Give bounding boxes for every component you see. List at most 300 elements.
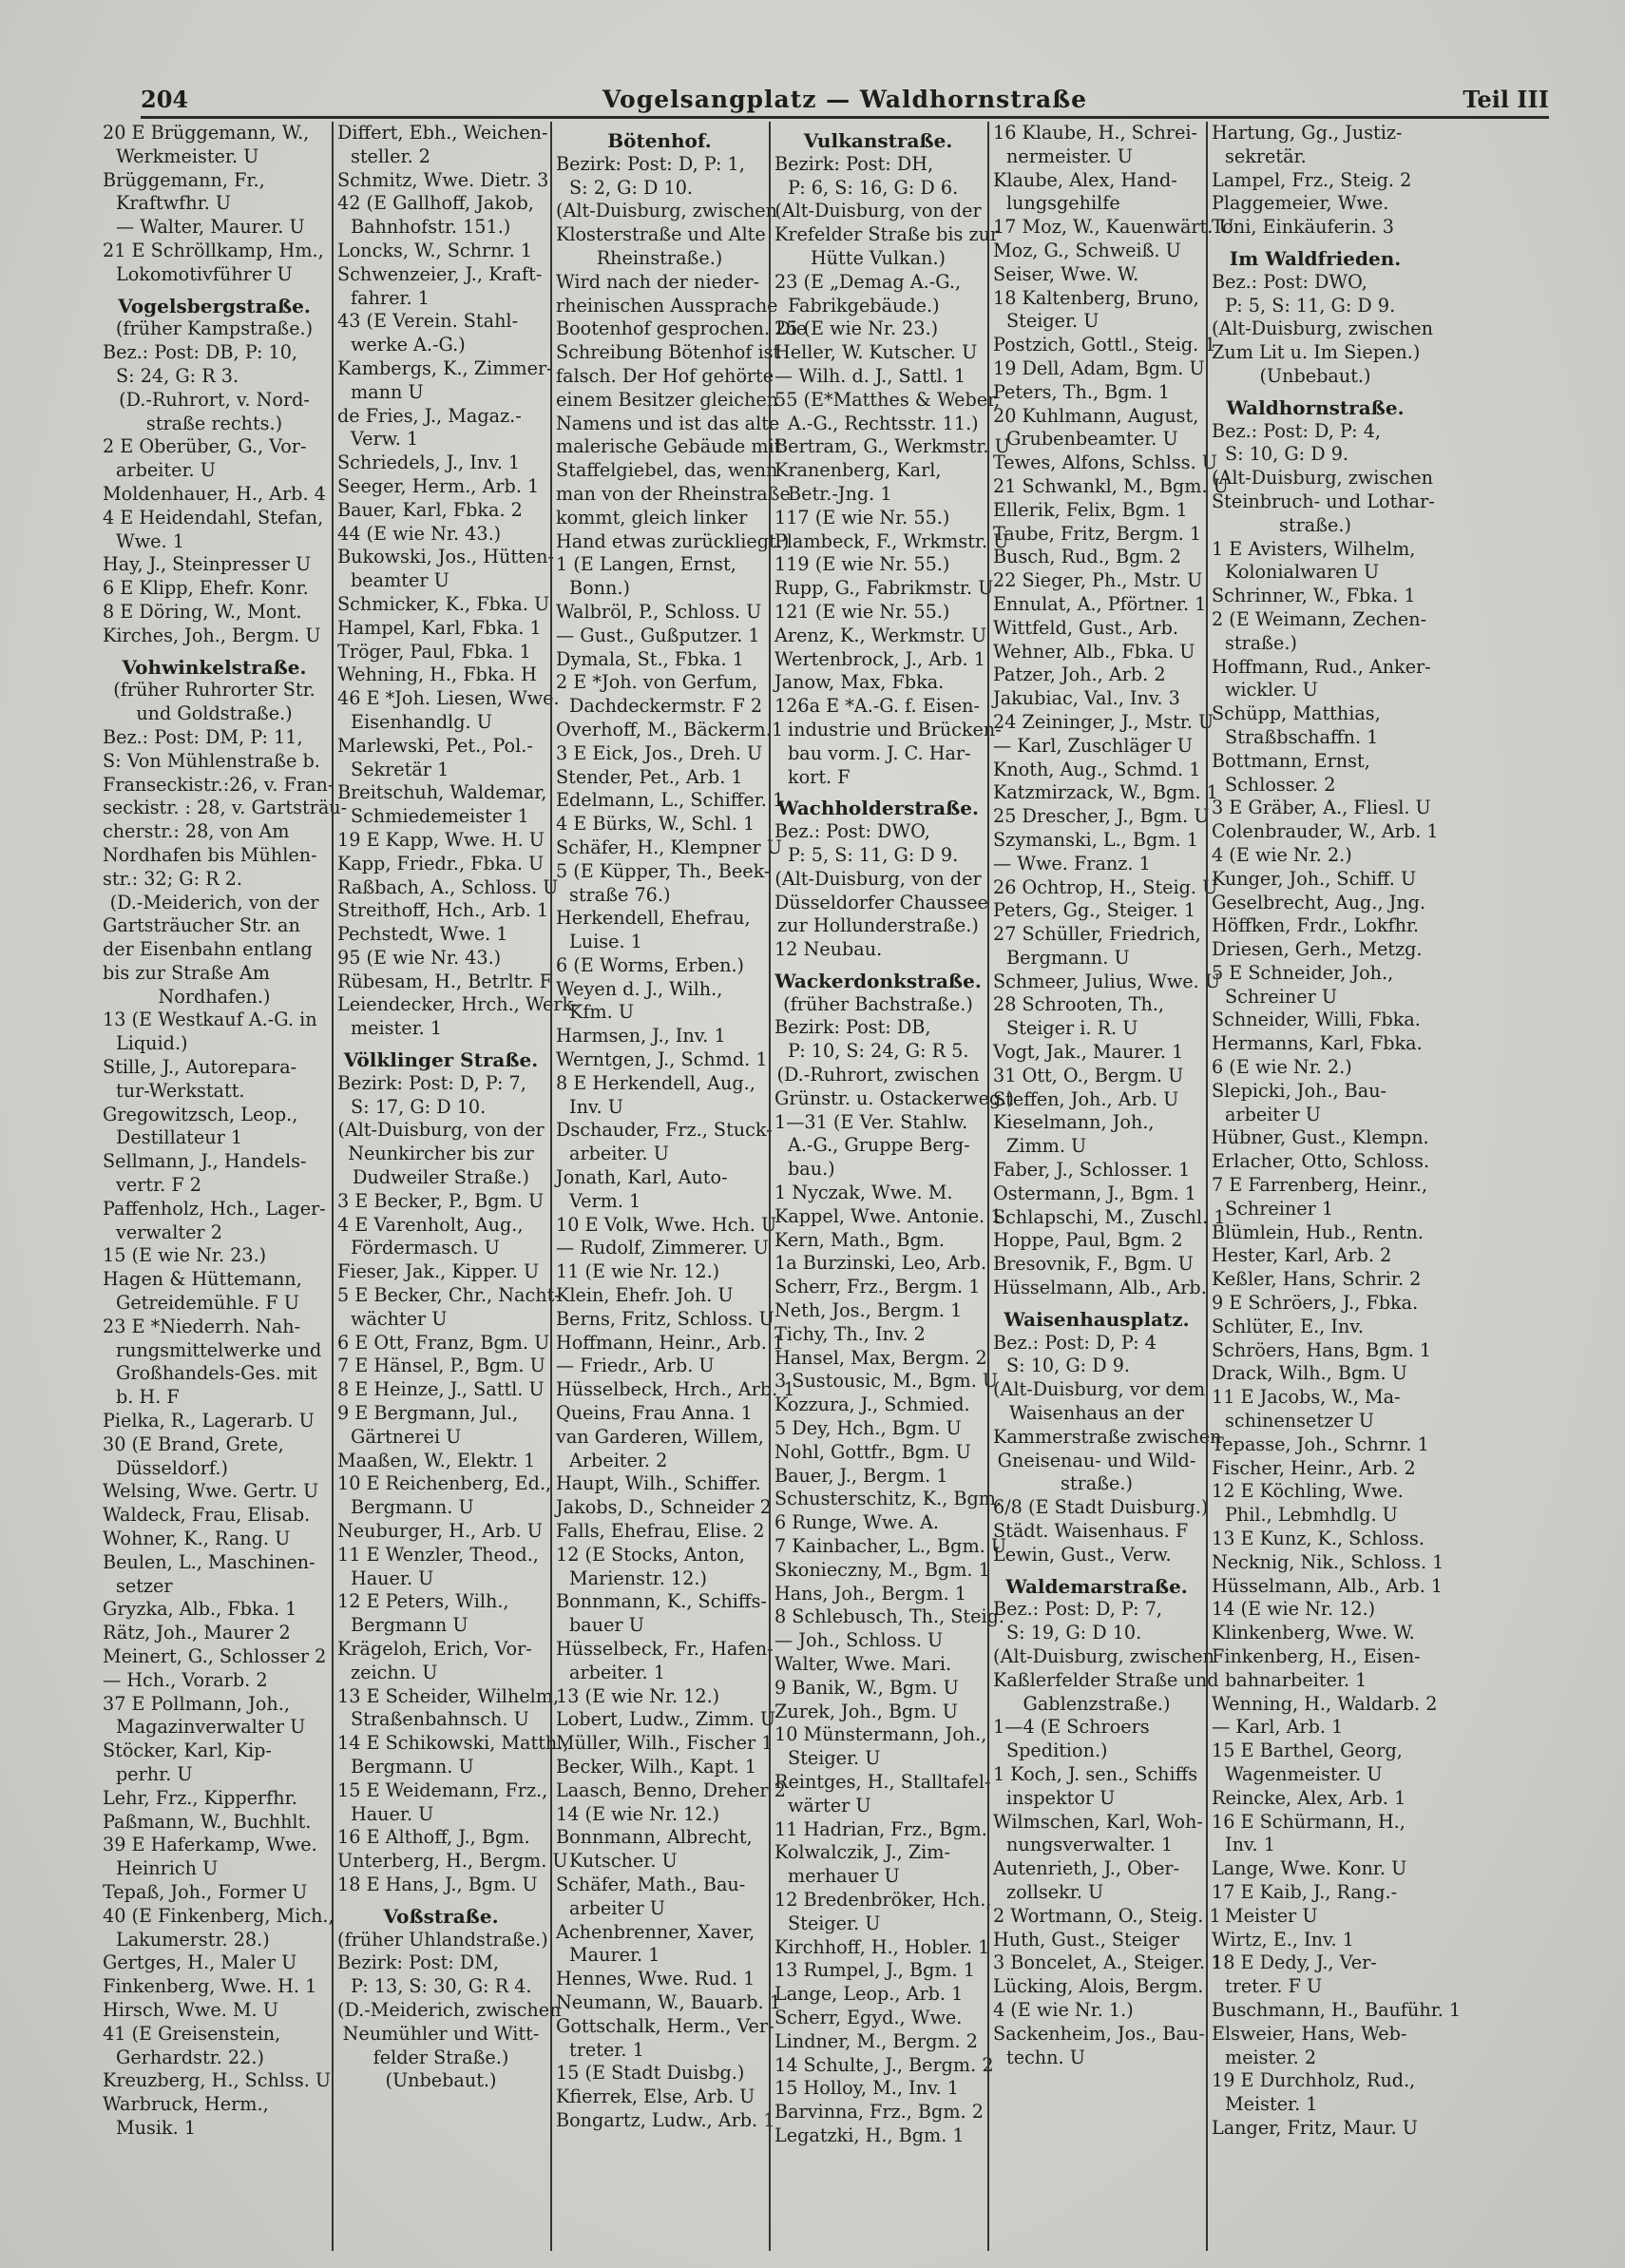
directory-line: 39 E Haferkamp, Wwe. (103, 1834, 317, 1856)
columns (99, 122, 1558, 2251)
directory-line: 3 Sustousic, M., Bgm. U (774, 1370, 999, 1393)
street-heading: Bötenhof. (607, 129, 712, 152)
directory-line: 19 Dell, Adam, Bgm. U (993, 356, 1205, 379)
directory-line: Kutscher. U (569, 1850, 678, 1873)
directory-line: 8 E Heinze, J., Sattl. U (337, 1378, 545, 1401)
directory-line: 14 (E wie Nr. 12.) (556, 1802, 720, 1825)
directory-line: Bongartz, Ludw., Arb. 1 (556, 2108, 775, 2131)
directory-line: Reintges, H., Stalltafel- (774, 1770, 991, 1793)
directory-line: seckistr. : 28, v. Gartsträu- (103, 797, 348, 819)
directory-line: Bez.: Post: D, P: 4 (993, 1331, 1157, 1354)
directory-line: Heinrich U (116, 1857, 219, 1880)
directory-line: 19 E Durchholz, Rud., (1212, 2069, 1416, 2092)
directory-line: 2 E *Joh. von Gerfum, (556, 671, 758, 694)
directory-line: P: 5, S: 11, G: D 9. (1225, 294, 1396, 317)
directory-line: Szymanski, L., Bgm. 1 (993, 828, 1198, 851)
directory-line: bauer U (569, 1614, 644, 1637)
directory-line: Stöcker, Karl, Kip- (103, 1739, 272, 1762)
directory-line: Grubenbeamter. U (1006, 428, 1178, 451)
directory-line: 13 E Kunz, K., Schloss. (1212, 1528, 1424, 1550)
directory-line: Hoffmann, Rud., Anker- (1212, 655, 1431, 678)
directory-line: 23 E *Niederrh. Nah- (103, 1315, 301, 1337)
directory-line: — Rudolf, Zimmerer. U (556, 1237, 769, 1259)
directory-line: 6 (E Worms, Erben.) (556, 953, 745, 976)
directory-line: Zum Lit u. Im Siepen.) (1212, 341, 1421, 364)
directory-line: Liquid.) (116, 1032, 188, 1055)
directory-line: 4 (E wie Nr. 2.) (1212, 843, 1352, 866)
directory-line: Tröger, Paul, Fbka. 1 (337, 640, 531, 663)
directory-line: Brüggemann, Fr., (103, 168, 265, 191)
directory-line: 1—4 (E Schroers (993, 1716, 1150, 1739)
directory-line: str.: 32; G: R 2. (103, 867, 243, 890)
directory-line: cherstr.: 28, von Am (103, 820, 290, 843)
directory-line: Werntgen, J., Schmd. 1 (556, 1048, 768, 1071)
directory-line: Hansel, Max, Bergm. 2 (774, 1346, 987, 1369)
directory-line: Schreiner U (1225, 985, 1338, 1008)
directory-line: de Fries, J., Magaz.- (337, 404, 522, 427)
directory-line: 1 (E Langen, Ernst, (556, 553, 736, 576)
directory-line: Bergmann. U (1006, 946, 1130, 969)
directory-line: 15 Holloy, M., Inv. 1 (774, 2077, 959, 2100)
directory-line: zur Hollunderstraße.) (777, 914, 979, 937)
directory-line: 13 Rumpel, J., Bgm. 1 (774, 1959, 975, 1982)
directory-line: Colenbrauder, W., Arb. 1 (1212, 820, 1439, 843)
directory-line: 4 E Varenholt, Aug., (337, 1213, 524, 1236)
directory-line: man von der Rheinstraße (556, 482, 791, 505)
directory-line: 31 Ott, O., Bergm. U (993, 1064, 1184, 1086)
directory-line: merhauer U (788, 1865, 900, 1888)
directory-line: Jonath, Karl, Auto- (556, 1166, 728, 1189)
directory-line: Scherr, Egyd., Wwe. (774, 2006, 963, 2028)
directory-line: straße.) (1225, 631, 1297, 654)
directory-line: b. H. F (116, 1386, 180, 1409)
directory-line: Ennulat, A., Pförtner. 1 (993, 592, 1207, 615)
directory-line: Neumühler und Witt- (342, 2022, 540, 2045)
directory-line: 25 Drescher, J., Bgm. U (993, 805, 1210, 828)
directory-line: (Alt-Duisburg, von der (774, 867, 982, 890)
directory-line: Lindner, M., Bergm. 2 (774, 2029, 978, 2052)
directory-line: Schriedels, J., Inv. 1 (337, 452, 521, 474)
directory-line: Spedition.) (1006, 1739, 1108, 1762)
directory-line: Postzich, Gottl., Steig. 1 (993, 334, 1216, 356)
directory-line: 14 Schulte, J., Bergm. 2 (774, 2053, 994, 2076)
directory-line: meister. 1 (351, 1017, 443, 1040)
directory-line: Pielka, R., Lagerarb. U (103, 1410, 315, 1432)
directory-line: Welsing, Wwe. Gertr. U (103, 1480, 319, 1503)
directory-line: Bonnmann, Albrecht, (556, 1826, 753, 1849)
directory-line: Kolwalczik, J., Zim- (774, 1841, 950, 1864)
directory-line: Kfm. U (569, 1001, 634, 1024)
directory-line: 14 E Schikowski, Matth., (337, 1732, 569, 1755)
directory-line: Waisenhaus an der (1009, 1402, 1184, 1425)
directory-line: Wilmschen, Karl, Woh- (993, 1810, 1203, 1833)
directory-line: Peters, Th., Bgm. 1 (993, 380, 1171, 403)
directory-line: arbeiter. 1 (569, 1661, 665, 1683)
directory-line: Krägeloh, Erich, Vor- (337, 1638, 532, 1660)
directory-line: Neunkircher bis zur (348, 1143, 534, 1165)
directory-line: schinensetzer U (1225, 1410, 1374, 1432)
directory-line: — Karl, Arb. 1 (1212, 1716, 1344, 1739)
directory-line: Tewes, Alfons, Schlss. U (993, 452, 1217, 474)
directory-line: Bergmann. U (351, 1755, 474, 1778)
directory-line: Meinert, G., Schlosser 2 (103, 1645, 327, 1667)
directory-line: S: Von Mühlenstraße b. (103, 749, 320, 772)
directory-line: Schlosser. 2 (1225, 773, 1336, 796)
directory-line: Hübner, Gust., Klempn. (1212, 1126, 1429, 1149)
directory-line: Jakubiac, Val., Inv. 3 (993, 687, 1180, 710)
directory-line: 6 E Klipp, Ehefr. Konr. (103, 577, 309, 600)
directory-line: 8 E Herkendell, Aug., (556, 1071, 755, 1094)
directory-line: Bezirk: Post: D, P: 1, (556, 152, 745, 175)
directory-line: Schäfer, Math., Bau- (556, 1873, 746, 1895)
directory-line: Höffken, Frdr., Lokfhr. (1212, 914, 1420, 937)
directory-line: Grünstr. u. Ostackerweg.) (774, 1086, 1014, 1109)
directory-line: 3 E Eick, Jos., Dreh. U (556, 741, 763, 764)
directory-line: Hüsselmann, Alb., Arb. 1 (1212, 1574, 1443, 1597)
directory-line: werke A.-G.) (351, 334, 466, 356)
directory-line: Bukowski, Jos., Hütten- (337, 546, 554, 568)
directory-line: (Unbebaut.) (1259, 364, 1371, 387)
directory-line: 30 (E Brand, Grete, (103, 1432, 284, 1455)
directory-line: Langer, Fritz, Maur. U (1212, 2116, 1418, 2139)
directory-line: Taube, Fritz, Bergm. 1 (993, 522, 1202, 545)
directory-line: verwalter 2 (116, 1220, 222, 1243)
directory-line: Peters, Gg., Steiger. 1 (993, 899, 1196, 922)
directory-line: — Gust., Gußputzer. 1 (556, 624, 760, 646)
directory-line: Straßenbahnsch. U (351, 1708, 529, 1731)
directory-line: 7 E Hänsel, P., Bgm. U (337, 1355, 545, 1377)
directory-line: vertr. F 2 (116, 1174, 201, 1197)
directory-line: Elsweier, Hans, Web- (1212, 2022, 1407, 2045)
directory-line: mann U (351, 380, 424, 403)
directory-line: 55 (E*Matthes & Weber, (774, 388, 1001, 411)
directory-line: Steffen, Joh., Arb. U (993, 1087, 1179, 1110)
directory-line: (Alt-Duisburg, von der (774, 200, 982, 222)
directory-line: Klosterstraße und Alte (556, 223, 766, 246)
directory-line: Gablenzstraße.) (1023, 1692, 1171, 1715)
directory-line: Bootenhof gesprochen. Die (556, 317, 808, 340)
directory-line: Schmicker, K., Fbka. U (337, 592, 550, 615)
directory-line: rheinischen Aussprache (556, 294, 778, 317)
directory-line: Lange, Wwe. Konr. U (1212, 1857, 1407, 1880)
directory-line: Pechstedt, Wwe. 1 (337, 923, 508, 946)
directory-line: Düsseldorf.) (116, 1456, 228, 1479)
directory-line: Bauer, Karl, Fbka. 2 (337, 498, 523, 521)
directory-line: Tepaß, Joh., Former U (103, 1880, 308, 1903)
directory-line: Wwe. 1 (116, 529, 184, 552)
directory-line: 13 E Scheider, Wilhelm, (337, 1684, 560, 1707)
directory-line: Hartung, Gg., Justiz- (1212, 122, 1403, 144)
directory-line: Steiger. U (788, 1747, 881, 1770)
directory-line: Gottschalk, Herm., Ver- (556, 2014, 774, 2037)
directory-line: zeichn. U (351, 1661, 438, 1683)
directory-line: 2 (E Weimann, Zechen- (1212, 607, 1427, 630)
column-1 (99, 122, 348, 2251)
directory-line: Steiger. U (788, 1912, 881, 1934)
directory-line: bis zur Straße Am (103, 961, 270, 984)
directory-line: fahrer. 1 (351, 286, 430, 309)
directory-line: Kreuzberg, H., Schlss. U (103, 2069, 332, 2092)
page-number: 204 (141, 86, 189, 113)
directory-line: 12 (E Stocks, Anton, (556, 1543, 745, 1566)
directory-line: 21 Schwankl, M., Bgm. U (993, 474, 1229, 497)
directory-line: Raßbach, A., Schloss. U (337, 875, 559, 898)
directory-line: Kolonialwaren U (1225, 561, 1380, 584)
directory-line: Busch, Rud., Bgm. 2 (993, 546, 1181, 568)
directory-line: Kappel, Wwe. Antonie. 1 (774, 1204, 1003, 1227)
directory-line: Legatzki, H., Bgm. 1 (774, 2124, 965, 2146)
directory-line: (früher Bachstraße.) (783, 992, 973, 1015)
directory-line: Wohner, K., Rang. U (103, 1528, 291, 1550)
directory-line: van Garderen, Willem, (556, 1425, 764, 1448)
directory-line: (D.-Meiderich, von der (109, 891, 319, 913)
directory-line: Kaßlerfelder Straße und (993, 1668, 1219, 1691)
directory-line: Driesen, Gerh., Metzg. (1212, 938, 1423, 961)
directory-line: Barvinna, Frz., Bgm. 2 (774, 2101, 984, 2124)
directory-line: Knoth, Aug., Schmd. 1 (993, 758, 1201, 780)
directory-line: Wehning, H., Fbka. H (337, 663, 537, 686)
directory-line: Gärtnerei U (351, 1425, 462, 1448)
directory-line: Dschauder, Frz., Stuck- (556, 1119, 773, 1142)
directory-line: Nordhafen bis Mühlen- (103, 843, 317, 866)
directory-line: 4 E Bürks, W., Schl. 1 (556, 813, 755, 836)
directory-line: Drack, Wilh., Bgm. U (1212, 1362, 1407, 1385)
directory-line: Schneider, Willi, Fbka. (1212, 1009, 1421, 1031)
part-label: Teil III (1462, 86, 1549, 113)
directory-line: Zurek, Joh., Bgm. U (774, 1700, 958, 1722)
directory-line: kommt, gleich linker (556, 506, 748, 529)
street-heading: Vogelsbergstraße. (118, 294, 311, 317)
directory-line: — Joh., Schloss. U (774, 1629, 944, 1652)
directory-line: Schüpp, Matthias, (1212, 702, 1381, 725)
directory-line: 42 (E Gallhoff, Jakob, (337, 192, 534, 215)
directory-line: Dymala, St., Fbka. 1 (556, 647, 744, 670)
directory-line: Getreidemühle. F U (116, 1292, 299, 1315)
directory-line: Kozzura, J., Schmied. (774, 1393, 970, 1416)
directory-line: 15 (E wie Nr. 23.) (103, 1244, 267, 1267)
directory-line: Kranenberg, Karl, (774, 459, 942, 482)
directory-line: Kern, Math., Bgm. (774, 1228, 946, 1251)
directory-line: Janow, Max, Fbka. (774, 671, 945, 694)
directory-line: Rupp, G., Fabrikmstr. U (774, 577, 994, 600)
directory-line: Hauer. U (351, 1566, 434, 1589)
directory-line: Betr.-Jng. 1 (788, 482, 892, 505)
directory-line: Hans, Joh., Bergm. 1 (774, 1582, 966, 1605)
directory-line: 7 E Farrenberg, Heinr., (1212, 1174, 1428, 1197)
street-heading: Vohwinkelstraße. (122, 655, 307, 679)
directory-line: Stille, J., Autorepara- (103, 1056, 297, 1079)
directory-line: Hoffmann, Heinr., Arb. 1 (556, 1331, 785, 1354)
directory-line: Klein, Ehefr. Joh. U (556, 1284, 734, 1307)
directory-line: Bonn.) (569, 577, 630, 600)
street-heading: Voßstraße. (383, 1904, 499, 1928)
directory-line: Musik. 1 (116, 2116, 197, 2139)
directory-line: perhr. U (116, 1762, 193, 1785)
directory-line: Becker, Wilh., Kapt. 1 (556, 1755, 756, 1778)
directory-line: Dachdeckermstr. F 2 (569, 695, 763, 718)
directory-line: S: 2, G: D 10. (569, 176, 694, 199)
directory-line: Falls, Ehefrau, Elise. 2 (556, 1520, 765, 1543)
directory-line: P: 10, S: 24, G: R 5. (788, 1040, 969, 1063)
directory-line: Moldenhauer, H., Arb. 4 (103, 482, 326, 505)
directory-line: rungsmittelwerke und (116, 1338, 322, 1361)
directory-line: Kieselmann, Joh., (993, 1111, 1155, 1134)
directory-line: Magazinverwalter U (116, 1716, 306, 1739)
directory-line: Walbröl, P., Schloss. U (556, 600, 762, 623)
directory-line: Differt, Ebh., Weichen- (337, 122, 548, 144)
directory-line: Bauer, J., Bergm. 1 (774, 1464, 948, 1487)
directory-line: S: 19, G: D 10. (1006, 1622, 1142, 1644)
directory-line: Leiendecker, Hrch., Werk- (337, 993, 580, 1016)
directory-line: Moz, G., Schweiß. U (993, 239, 1181, 261)
directory-line: 19 E Kapp, Wwe. H. U (337, 828, 545, 851)
directory-line: Kambergs, K., Zimmer- (337, 356, 553, 379)
directory-line: Autenrieth, J., Ober- (993, 1857, 1180, 1880)
directory-line: 1 E Avisters, Wilhelm, (1212, 537, 1416, 560)
directory-line: Bonnmann, K., Schiffs- (556, 1590, 767, 1613)
directory-line: 12 E Köchling, Wwe. (1212, 1480, 1404, 1503)
directory-line: Neumann, W., Bauarb. 1 (556, 1990, 781, 2013)
directory-line: Marienstr. 12.) (569, 1566, 707, 1589)
directory-line: Overhoff, M., Bäckerm.1 (556, 718, 784, 740)
directory-line: P: 5, S: 11, G: D 9. (788, 843, 959, 866)
directory-line: beamter U (351, 569, 449, 592)
directory-line: A.-G., Rechtsstr. 11.) (788, 412, 979, 434)
column-5 (987, 122, 1234, 2251)
directory-line: Bezirk: Post: DB, (774, 1016, 931, 1039)
directory-line: 26 Ochtrop, H., Steig. U (993, 875, 1218, 898)
directory-line: Erlacher, Otto, Schloss. (1212, 1150, 1430, 1173)
directory-line: (Alt-Duisburg, zwischen (1212, 467, 1434, 490)
directory-line: 23 (E „Demag A.-G., (774, 270, 962, 293)
directory-line: Lücking, Alois, Bergm. (993, 1975, 1204, 1998)
directory-line: treter. 1 (569, 2038, 644, 2061)
directory-line: Krefelder Straße bis zur (774, 223, 1000, 246)
directory-line: Hauer. U (351, 1802, 434, 1825)
directory-line: Plaggemeier, Wwe. (1212, 192, 1389, 215)
directory-line: (D.-Meiderich, zwischen (337, 1998, 562, 2021)
directory-line: 12 Neubau. (774, 938, 883, 961)
directory-line: Schlüter, E., Inv. (1212, 1315, 1364, 1337)
directory-line: 10 Münstermann, Joh., (774, 1723, 987, 1746)
directory-line: 119 (E wie Nr. 55.) (774, 553, 950, 576)
directory-line: Schwenzeier, J., Kraft- (337, 262, 543, 285)
directory-line: straße.) (1279, 513, 1351, 536)
directory-line: S: 10, G: D 9. (1225, 443, 1349, 466)
directory-line: Dudweiler Straße.) (353, 1166, 529, 1189)
directory-line: Hüsselbeck, Fr., Hafen- (556, 1638, 774, 1660)
directory-line: Inv. U (569, 1095, 623, 1118)
directory-line: Wenning, H., Waldarb. 2 (1212, 1692, 1438, 1715)
directory-line: meister. 2 (1225, 2046, 1317, 2068)
directory-line: Walter, Wwe. Mari. (774, 1653, 952, 1675)
directory-line: Gartsträucher Str. an (103, 914, 300, 937)
directory-line: (D.-Ruhrort, v. Nord- (119, 388, 310, 411)
directory-line: (Alt-Duisburg, zwischen (1212, 317, 1434, 340)
directory-line: P: 6, S: 16, G: D 6. (788, 176, 959, 199)
directory-line: 14 (E wie Nr. 12.) (1212, 1598, 1376, 1621)
directory-line: Wittfeld, Gust., Arb. (993, 616, 1178, 639)
directory-line: Klaube, Alex, Hand- (993, 168, 1177, 191)
directory-line: Buschmann, H., Bauführ. 1 (1212, 1998, 1462, 2021)
directory-line: Herkendell, Ehefrau, (556, 907, 751, 930)
directory-line: 3 E Becker, P., Bgm. U (337, 1189, 545, 1212)
directory-line: 6 E Ott, Franz, Bgm. U (337, 1331, 550, 1354)
directory-line: 126a E *A.-G. f. Eisen- (774, 695, 980, 718)
directory-line: 15 (E Stadt Duisbg.) (556, 2062, 745, 2085)
directory-line: Bez.: Post: D, P: 7, (993, 1598, 1163, 1621)
directory-line: Werkmeister. U (116, 144, 259, 167)
directory-line: Wehner, Alb., Fbka. U (993, 640, 1195, 663)
directory-line: Verm. 1 (569, 1189, 641, 1212)
directory-line: Fabrikgebäude.) (788, 294, 940, 317)
directory-line: Schusterschitz, K., Bgm. (774, 1488, 1003, 1510)
directory-line: 15 E Weidemann, Frz., (337, 1778, 548, 1801)
directory-line: 5 E Becker, Chr., Nacht- (337, 1284, 561, 1307)
directory-line: Düsseldorfer Chaussee (774, 891, 988, 913)
directory-line: Bezirk: Post: DM, (337, 1951, 499, 1974)
directory-line: Bez.: Post: DWO, (1212, 270, 1367, 293)
directory-line: 41 (E Greisenstein, (103, 2022, 281, 2045)
directory-line: Destillateur 1 (116, 1126, 243, 1149)
directory-line: wickler. U (1225, 679, 1318, 702)
directory-line: Tepasse, Joh., Schrnr. 1 (1212, 1432, 1429, 1455)
directory-line: 11 Hadrian, Frz., Bgm. (774, 1817, 987, 1840)
column-2 (332, 122, 580, 2251)
directory-line: Keßler, Hans, Schrir. 2 (1212, 1268, 1422, 1291)
directory-line: Jakobs, D., Schneider 2 (556, 1496, 772, 1519)
column-4 (769, 122, 1014, 2251)
directory-line: Städt. Waisenhaus. F (993, 1520, 1189, 1543)
directory-line: Schreiner 1 (1225, 1197, 1334, 1220)
directory-line: — Wwe. Franz. 1 (993, 852, 1151, 875)
directory-line: wärter U (788, 1794, 871, 1816)
directory-line: Reincke, Alex, Arb. 1 (1212, 1786, 1406, 1809)
directory-line: 17 Moz, W., Kauenwärt. U (993, 216, 1234, 239)
directory-line: Hand etwas zurückliegt.) (556, 529, 790, 552)
directory-line: 7 Kainbacher, L., Bgm. U (774, 1535, 1007, 1558)
directory-line: Phil., Lebmhdlg. U (1225, 1504, 1398, 1527)
directory-line: straße.) (1061, 1472, 1133, 1495)
directory-line: Bez.: Post: DWO, (774, 820, 930, 843)
directory-line: Namens und ist das alte (556, 412, 780, 434)
directory-line: Bertram, G., Werkmstr. U (774, 435, 1010, 458)
directory-line: Toni, Einkäuferin. 3 (1212, 216, 1395, 239)
directory-line: arbeiter U (1225, 1103, 1321, 1125)
directory-line: Geselbrecht, Aug., Jng. (1212, 891, 1426, 913)
directory-line: 16 E Althoff, J., Bgm. (337, 1826, 530, 1849)
directory-line: wächter U (351, 1307, 448, 1330)
directory-line: 1a Burzinski, Leo, Arb. (774, 1252, 987, 1275)
directory-line: Maaßen, W., Elektr. 1 (337, 1449, 536, 1471)
directory-line: Rübesam, H., Betrltr. F (337, 970, 552, 992)
directory-line: Bez.: Post: DM, P: 11, (103, 725, 303, 748)
street-heading: Völklinger Straße. (343, 1048, 539, 1072)
directory-line: kort. F (788, 765, 851, 788)
directory-line: 12 E Peters, Wilh., (337, 1590, 509, 1613)
directory-line: Kfierrek, Else, Arb. U (556, 2085, 755, 2108)
directory-line: 1—31 (E Ver. Stahlw. (774, 1110, 968, 1133)
directory-line: 18 E Hans, J., Bgm. U (337, 1873, 538, 1895)
street-heading: Waldemarstraße. (1005, 1574, 1188, 1598)
directory-line: — Friedr., Arb. U (556, 1355, 715, 1377)
directory-line: Hoppe, Paul, Bgm. 2 (993, 1229, 1183, 1252)
directory-line: 6 (E wie Nr. 2.) (1212, 1056, 1352, 1079)
directory-line: lungsgehilfe (1006, 192, 1120, 215)
directory-line: 24 Zeininger, J., Mstr. U (993, 710, 1214, 733)
directory-line: 6/8 (E Stadt Duisburg.) (993, 1496, 1209, 1519)
directory-line: Meister. 1 (1225, 2093, 1318, 2116)
